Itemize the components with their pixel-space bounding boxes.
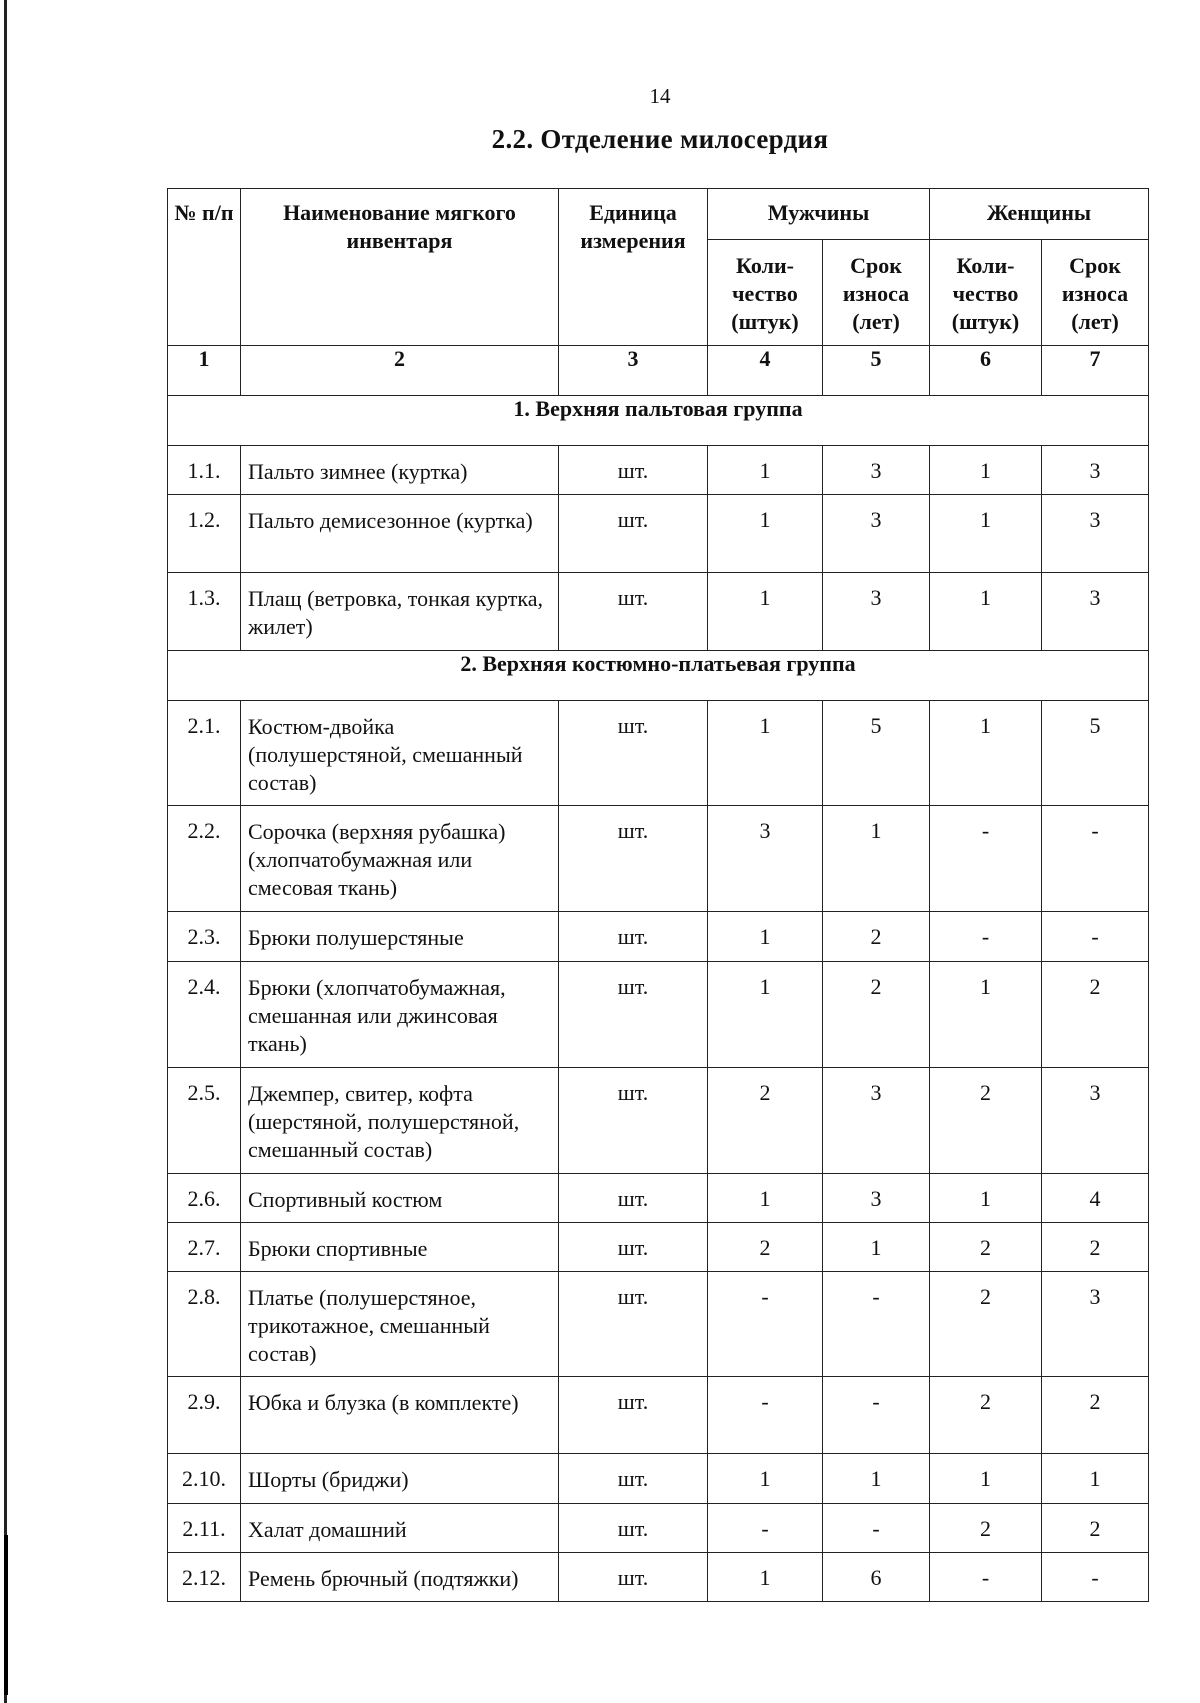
group-title: 2. Верхняя костюмно-платьевая группа <box>168 651 1149 701</box>
men-quantity: 1 <box>708 1454 823 1504</box>
women-wear-term: 3 <box>1042 446 1149 495</box>
row-number: 2.6. <box>168 1174 241 1223</box>
men-wear-term: 3 <box>823 495 930 573</box>
row-number: 2.4. <box>168 962 241 1068</box>
scan-left-edge <box>4 0 7 1703</box>
table-row <box>168 701 1149 806</box>
column-number: 1 <box>168 346 241 396</box>
table-row <box>168 1553 1149 1602</box>
women-wear-term: 3 <box>1042 495 1149 573</box>
men-quantity: 1 <box>708 1553 823 1602</box>
men-quantity: - <box>708 1272 823 1377</box>
column-number: 7 <box>1042 346 1149 396</box>
table-row <box>168 446 1149 495</box>
page-number: 14 <box>649 84 671 108</box>
men-wear-term: 3 <box>823 446 930 495</box>
header-row-top <box>168 189 1149 240</box>
women-quantity: 2 <box>930 1272 1042 1377</box>
inventory-table <box>167 188 1149 1602</box>
section-title: 2.2. Отделение милосердия <box>491 124 829 154</box>
unit-cell: шт. <box>559 1454 708 1504</box>
item-name: Костюм-двойка (полушерстяной, смешанный состав) <box>241 701 559 806</box>
table-row <box>168 912 1149 962</box>
header-num: № п/п <box>168 189 241 346</box>
item-name: Спортивный костюм <box>241 1174 559 1223</box>
header-name: Наименование мягкого инвентаря <box>241 189 559 346</box>
men-quantity: - <box>708 1377 823 1454</box>
men-wear-term: 3 <box>823 573 930 651</box>
header-men-term: Срок износа (лет) <box>823 240 930 346</box>
column-number: 2 <box>241 346 559 396</box>
unit-cell: шт. <box>559 1553 708 1602</box>
table-row <box>168 962 1149 1068</box>
men-wear-term: 3 <box>823 1174 930 1223</box>
item-name: Сорочка (верхняя рубашка) (хлопчатобумажная или смесовая ткань) <box>241 806 559 912</box>
unit-cell: шт. <box>559 495 708 573</box>
item-name: Пальто зимнее (куртка) <box>241 446 559 495</box>
women-wear-term: - <box>1042 912 1149 962</box>
table-row <box>168 1504 1149 1553</box>
column-number: 5 <box>823 346 930 396</box>
men-wear-term: 1 <box>823 806 930 912</box>
men-wear-term: 5 <box>823 701 930 806</box>
unit-cell: шт. <box>559 1272 708 1377</box>
unit-cell: шт. <box>559 1223 708 1272</box>
item-name: Пальто демисезонное (куртка) <box>241 495 559 573</box>
women-quantity: 2 <box>930 1504 1042 1553</box>
men-quantity: 2 <box>708 1223 823 1272</box>
men-quantity: 1 <box>708 573 823 651</box>
women-wear-term: 3 <box>1042 573 1149 651</box>
unit-cell: шт. <box>559 573 708 651</box>
table-row <box>168 1068 1149 1174</box>
row-number: 2.7. <box>168 1223 241 1272</box>
column-number: 6 <box>930 346 1042 396</box>
item-name: Брюки полушерстяные <box>241 912 559 962</box>
women-quantity: - <box>930 806 1042 912</box>
table-row <box>168 495 1149 573</box>
unit-cell: шт. <box>559 701 708 806</box>
women-quantity: 1 <box>930 1454 1042 1504</box>
men-quantity: 1 <box>708 962 823 1068</box>
men-quantity: 1 <box>708 446 823 495</box>
row-number: 2.1. <box>168 701 241 806</box>
table-row <box>168 1272 1149 1377</box>
row-number: 1.2. <box>168 495 241 573</box>
table-row <box>168 806 1149 912</box>
men-quantity: 1 <box>708 912 823 962</box>
men-wear-term: 2 <box>823 912 930 962</box>
women-wear-term: 2 <box>1042 1223 1149 1272</box>
women-wear-term: 2 <box>1042 1504 1149 1553</box>
header-women-qty: Коли-чество (штук) <box>930 240 1042 346</box>
women-wear-term: 5 <box>1042 701 1149 806</box>
women-wear-term: 4 <box>1042 1174 1149 1223</box>
item-name: Плащ (ветровка, тонкая куртка, жилет) <box>241 573 559 651</box>
row-number: 2.2. <box>168 806 241 912</box>
women-wear-term: 2 <box>1042 1377 1149 1454</box>
women-wear-term: - <box>1042 806 1149 912</box>
group-title: 1. Верхняя пальтовая группа <box>168 396 1149 446</box>
column-number-row <box>168 346 1149 396</box>
women-wear-term: - <box>1042 1553 1149 1602</box>
row-number: 2.8. <box>168 1272 241 1377</box>
men-quantity: 2 <box>708 1068 823 1174</box>
men-wear-term: - <box>823 1377 930 1454</box>
row-number: 2.12. <box>168 1553 241 1602</box>
table-row <box>168 573 1149 651</box>
women-quantity: 2 <box>930 1377 1042 1454</box>
women-quantity: 1 <box>930 1174 1042 1223</box>
men-wear-term: 2 <box>823 962 930 1068</box>
women-quantity: 1 <box>930 495 1042 573</box>
header-women-term: Срок износа (лет) <box>1042 240 1149 346</box>
women-quantity: - <box>930 1553 1042 1602</box>
table-row <box>168 1454 1149 1504</box>
unit-cell: шт. <box>559 1504 708 1553</box>
men-wear-term: 1 <box>823 1454 930 1504</box>
item-name: Платье (полушерстяное, трикотажное, смешанный состав) <box>241 1272 559 1377</box>
header-men: Мужчины <box>708 189 930 240</box>
unit-cell: шт. <box>559 1377 708 1454</box>
women-wear-term: 1 <box>1042 1454 1149 1504</box>
women-quantity: 1 <box>930 446 1042 495</box>
group-row <box>168 651 1149 701</box>
unit-cell: шт. <box>559 1174 708 1223</box>
item-name: Шорты (бриджи) <box>241 1454 559 1504</box>
unit-cell: шт. <box>559 446 708 495</box>
women-quantity: 1 <box>930 573 1042 651</box>
item-name: Ремень брючный (подтяжки) <box>241 1553 559 1602</box>
column-number: 3 <box>559 346 708 396</box>
men-wear-term: 6 <box>823 1553 930 1602</box>
table-row <box>168 1223 1149 1272</box>
men-quantity: 3 <box>708 806 823 912</box>
header-women: Женщины <box>930 189 1149 240</box>
item-name: Брюки спортивные <box>241 1223 559 1272</box>
women-quantity: 1 <box>930 701 1042 806</box>
men-quantity: 1 <box>708 701 823 806</box>
unit-cell: шт. <box>559 962 708 1068</box>
men-quantity: 1 <box>708 1174 823 1223</box>
men-wear-term: 3 <box>823 1068 930 1174</box>
women-quantity: - <box>930 912 1042 962</box>
unit-cell: шт. <box>559 1068 708 1174</box>
table-row <box>168 1377 1149 1454</box>
men-quantity: - <box>708 1504 823 1553</box>
item-name: Джемпер, свитер, кофта (шерстяной, полушерстяной, смешанный состав) <box>241 1068 559 1174</box>
row-number: 2.10. <box>168 1454 241 1504</box>
unit-cell: шт. <box>559 912 708 962</box>
table-row <box>168 1174 1149 1223</box>
women-wear-term: 2 <box>1042 962 1149 1068</box>
row-number: 2.5. <box>168 1068 241 1174</box>
women-quantity: 2 <box>930 1223 1042 1272</box>
women-wear-term: 3 <box>1042 1272 1149 1377</box>
women-wear-term: 3 <box>1042 1068 1149 1174</box>
item-name: Юбка и блузка (в комплекте) <box>241 1377 559 1454</box>
men-wear-term: - <box>823 1504 930 1553</box>
row-number: 1.3. <box>168 573 241 651</box>
header-men-qty: Коли-чество (штук) <box>708 240 823 346</box>
row-number: 2.9. <box>168 1377 241 1454</box>
scan-edge-mark <box>4 1535 8 1695</box>
row-number: 2.11. <box>168 1504 241 1553</box>
men-wear-term: 1 <box>823 1223 930 1272</box>
men-quantity: 1 <box>708 495 823 573</box>
row-number: 2.3. <box>168 912 241 962</box>
women-quantity: 1 <box>930 962 1042 1068</box>
header-unit: Единица измерения <box>559 189 708 346</box>
unit-cell: шт. <box>559 806 708 912</box>
row-number: 1.1. <box>168 446 241 495</box>
women-quantity: 2 <box>930 1068 1042 1174</box>
table-body <box>168 346 1149 1602</box>
item-name: Халат домашний <box>241 1504 559 1553</box>
item-name: Брюки (хлопчатобумажная, смешанная или джинсовая ткань) <box>241 962 559 1068</box>
column-number: 4 <box>708 346 823 396</box>
men-wear-term: - <box>823 1272 930 1377</box>
group-row <box>168 396 1149 446</box>
